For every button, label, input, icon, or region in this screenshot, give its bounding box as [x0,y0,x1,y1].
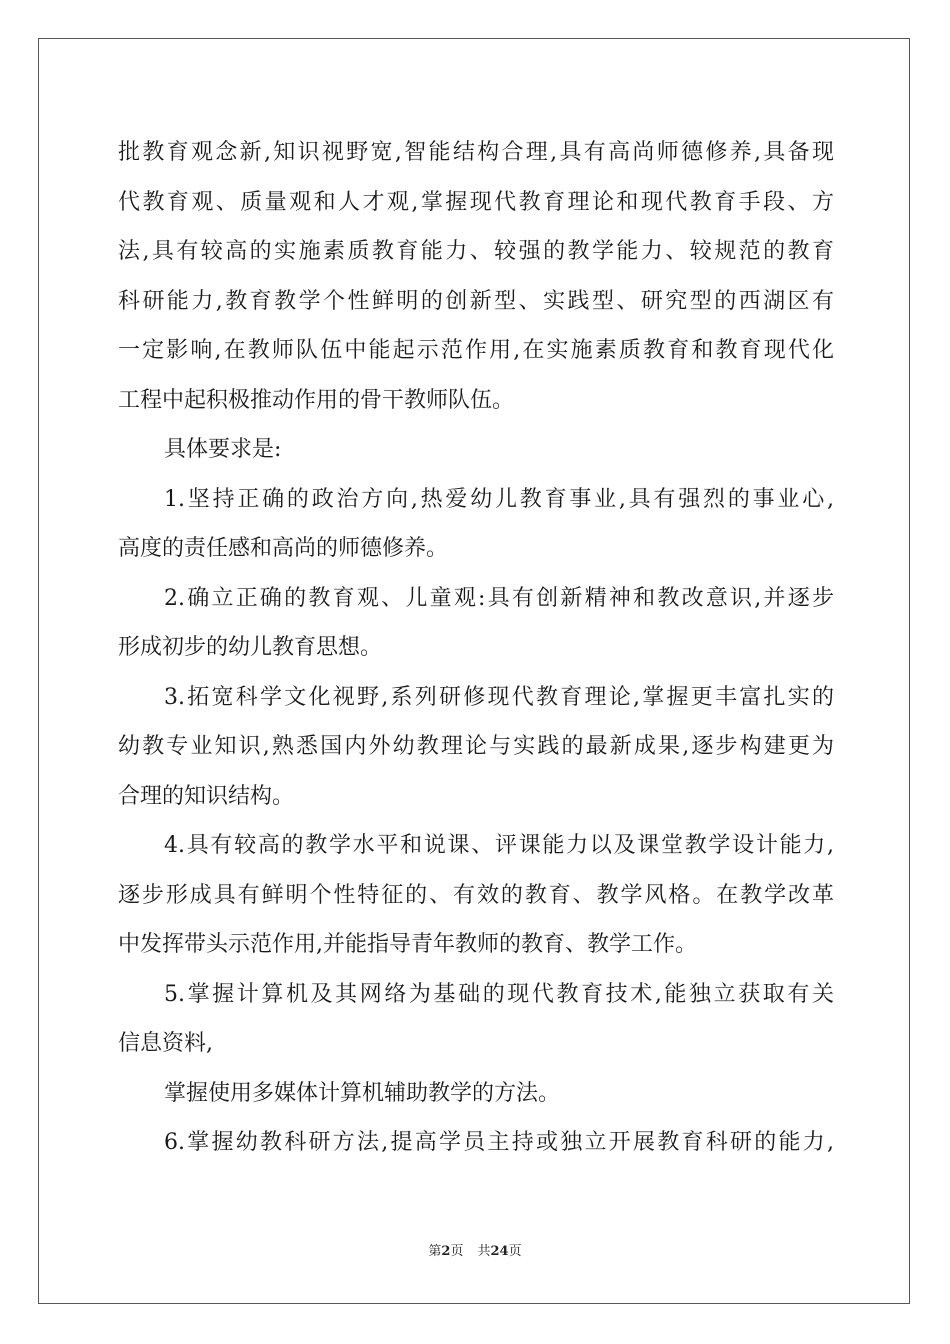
item-2-line-2: 形成初步的幼儿教育思想。 [118,635,383,660]
page-number: 2 [441,1244,451,1259]
page-prefix: 第 [428,1244,442,1259]
item-4-line-3: 中发挥带头示范作用,并能指导青年教师的教育、教学工作。 [118,932,697,957]
total-pages: 24 [490,1244,509,1259]
item-6-line-1: 6.掌握幼教科研方法,提高学员主持或独立开展教育科研的能力, [164,1130,834,1155]
item-3-line-2: 幼教专业知识,熟悉国内外幼教理论与实践的最新成果,逐步构建更为 [118,734,834,759]
total-suffix: 页 [508,1244,522,1259]
page-footer [0,1240,950,1259]
document-body [118,128,834,1168]
text-line-1: 批教育观念新,知识视野宽,智能结构合理,具有高尚师德修养,具备现 [118,140,834,165]
item-1-line-2: 高度的责任感和高尚的师德修养。 [118,536,449,561]
text-line-2: 代教育观、质量观和人才观,掌握现代教育理论和现代教育手段、方 [118,189,834,215]
item-5-line-2: 信息资料, [118,1031,213,1056]
item-2-line-1: 2.确立正确的教育观、儿童观:具有创新精神和教改意识,并逐步 [164,585,834,611]
text-line-4: 科研能力,教育教学个性鲜明的创新型、实践型、研究型的西湖区有 [118,288,834,314]
item-1-line-1: 1.坚持正确的政治方向,热爱幼儿教育事业,具有强烈的事业心, [164,486,834,512]
page-suffix: 页 [450,1244,464,1259]
item-3-line-1: 3.拓宽科学文化视野,系列研修现代教育理论,掌握更丰富扎实的 [164,684,834,710]
requirements-heading: 具体要求是: [164,437,282,462]
text-line-6: 工程中起积极推动作用的骨干教师队伍。 [118,387,515,413]
item-4-line-2: 逐步形成具有鲜明个性特征的、有效的教育、教学风格。在教学改革 [118,882,834,908]
item-4-line-1: 4.具有较高的教学水平和说课、评课能力以及课堂教学设计能力, [164,833,834,858]
total-prefix: 共 [477,1244,491,1259]
item-5-line-1: 5.掌握计算机及其网络为基础的现代教育技术,能独立获取有关 [164,981,834,1007]
item-5-line-3: 掌握使用多媒体计算机辅助教学的方法。 [164,1080,561,1106]
item-3-line-3: 合理的知识结构。 [118,783,295,809]
text-line-3: 法,具有较高的实施素质教育能力、较强的教学能力、较规范的教育 [118,239,834,264]
text-line-5: 一定影响,在教师队伍中能起示范作用,在实施素质教育和教育现代化 [118,338,834,363]
